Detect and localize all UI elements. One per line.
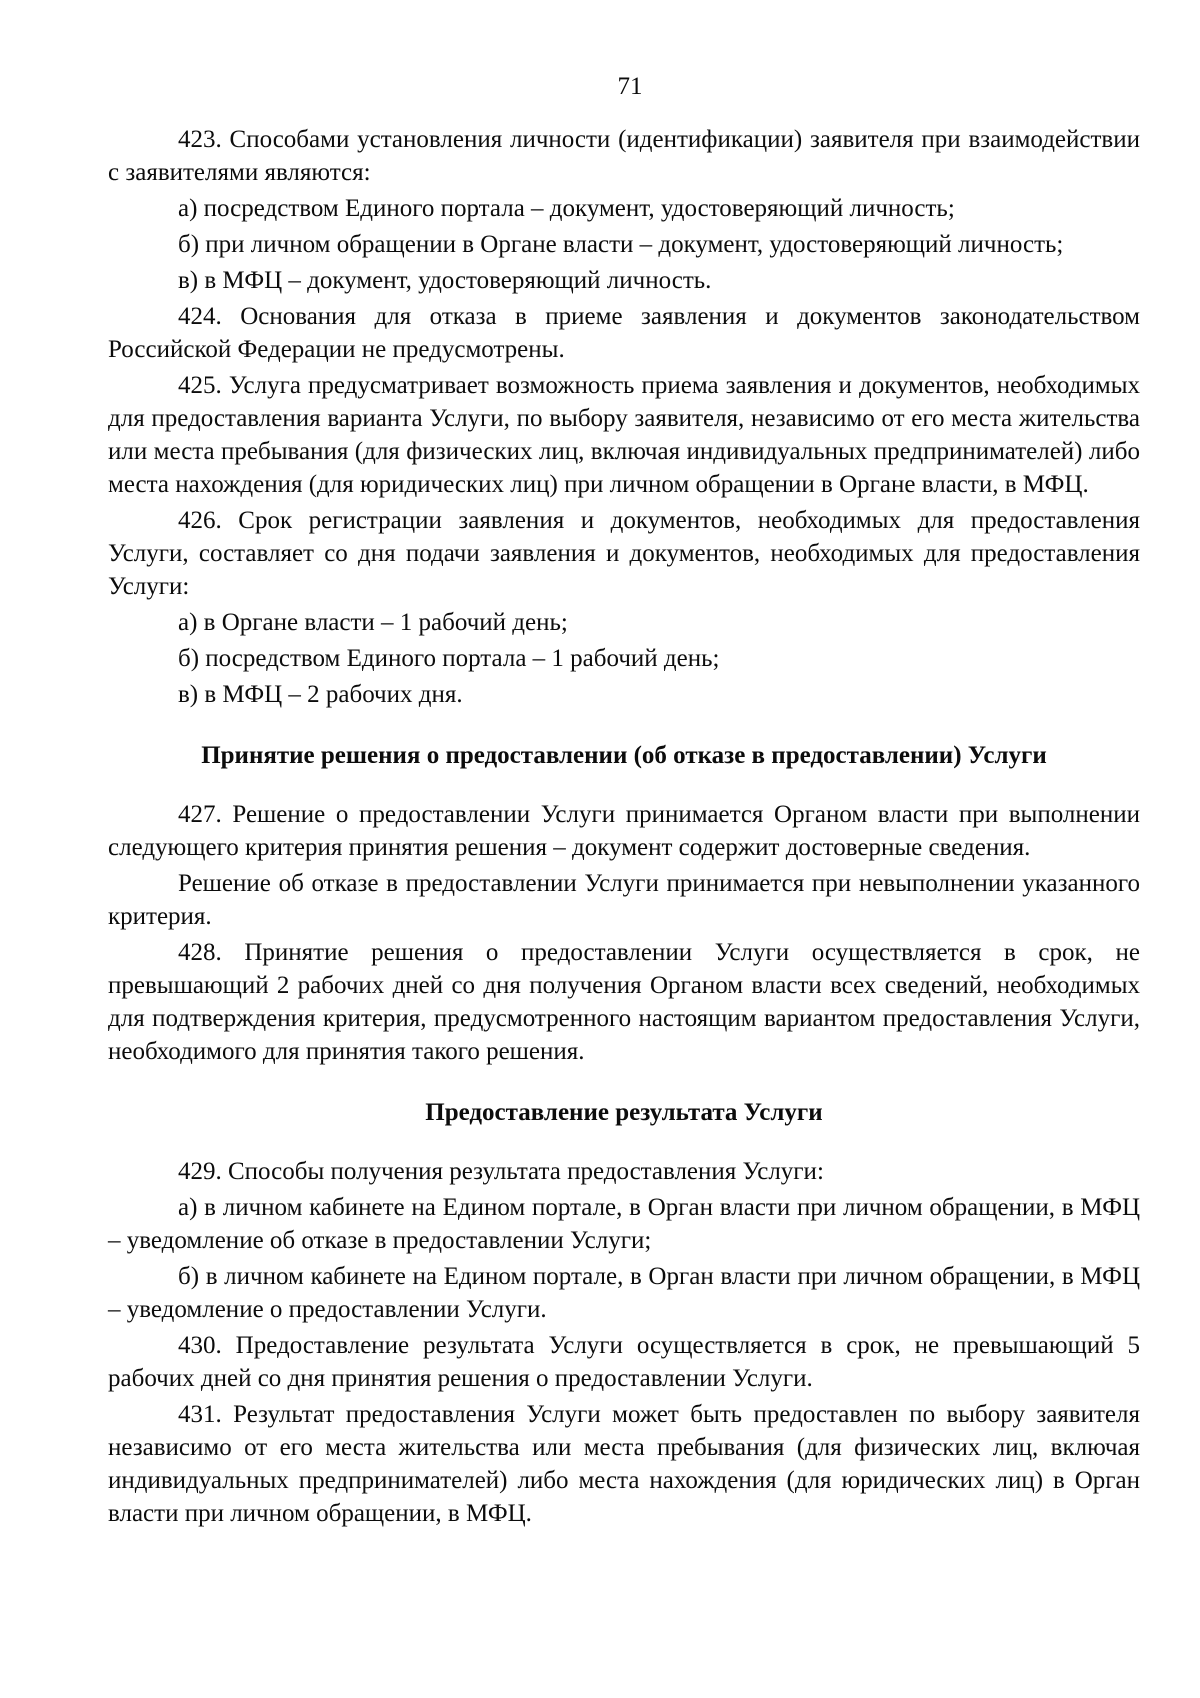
paragraph-426-c: в) в МФЦ – 2 рабочих дня. (178, 681, 463, 708)
paragraph-428: 428. Принятие решения о предоставлении Услуги осуществляется в срок, не превышающий 2 рабочих дней со дня получения Органом власти всех сведений, необходимых для подтверждения критерия, предусмотренного настоящим вариантом предоставления Услуги, необходимого для принятия такого решения. (108, 939, 1140, 1065)
paragraph-426-a: а) в Органе власти – 1 рабочий день; (178, 609, 568, 636)
section-heading-result: Предоставление результата Услуги (425, 1099, 823, 1126)
paragraph-423-c: в) в МФЦ – документ, удостоверяющий личность. (178, 267, 712, 294)
paragraph-430: 430. Предоставление результата Услуги осуществляется в срок, не превышающий 5 рабочих дней со дня принятия решения о предоставлении Услуги. (108, 1332, 1140, 1392)
paragraph-427: 427. Решение о предоставлении Услуги принимается Органом власти при выполнении следующего критерия принятия решения – документ содержит достоверные сведения. (108, 801, 1140, 861)
paragraph-426: 426. Срок регистрации заявления и документов, необходимых для предоставления Услуги, составляет со дня подачи заявления и документов, необходимых для предоставления Услуги: (108, 507, 1140, 600)
section-heading-decision: Принятие решения о предоставлении (об отказе в предоставлении) Услуги (201, 742, 1047, 769)
paragraph-423-b: б) при личном обращении в Органе власти – документ, удостоверяющий личность; (178, 231, 1064, 258)
paragraph-431: 431. Результат предоставления Услуги может быть предоставлен по выбору заявителя независимо от его места жительства или места пребывания (для физических лиц, включая индивидуальных предпринимателей) либо места нахождения (для юридических лиц) в Орган власти при личном обращении, в МФЦ. (108, 1401, 1140, 1527)
paragraph-426-b: б) посредством Единого портала – 1 рабочий день; (178, 645, 720, 672)
paragraph-423-a: а) посредством Единого портала – документ, удостоверяющий личность; (178, 195, 955, 222)
paragraph-424: 424. Основания для отказа в приеме заявления и документов законодательством Российской Федерации не предусмотрены. (108, 303, 1140, 363)
paragraph-429: 429. Способы получения результата предоставления Услуги: (178, 1158, 824, 1185)
paragraph-425: 425. Услуга предусматривает возможность приема заявления и документов, необходимых для предоставления варианта Услуги, по выбору заявителя, независимо от его места жительства или места пребывания (для физических лиц, включая индивидуальных предпринимателей) либо места нахождения (для юридических лиц) при личном обращении в Органе власти, в МФЦ. (108, 372, 1140, 498)
section-result (108, 1155, 1140, 1530)
paragraph-429-a: а) в личном кабинете на Едином портале, в Орган власти при личном обращении, в МФЦ – уведомление об отказе в предоставлении Услуги; (108, 1194, 1140, 1254)
page-number: 71 (617, 73, 643, 100)
paragraph-423: 423. Способами установления личности (идентификации) заявителя при взаимодействии с заявителями являются: (108, 126, 1140, 186)
paragraph-427-refusal: Решение об отказе в предоставлении Услуги принимается при невыполнении указанного критерия. (108, 870, 1140, 930)
section-decision (108, 798, 1140, 1068)
section-identification (108, 123, 1140, 711)
paragraph-429-b: б) в личном кабинете на Едином портале, в Орган власти при личном обращении, в МФЦ – уведомление о предоставлении Услуги. (108, 1263, 1140, 1323)
